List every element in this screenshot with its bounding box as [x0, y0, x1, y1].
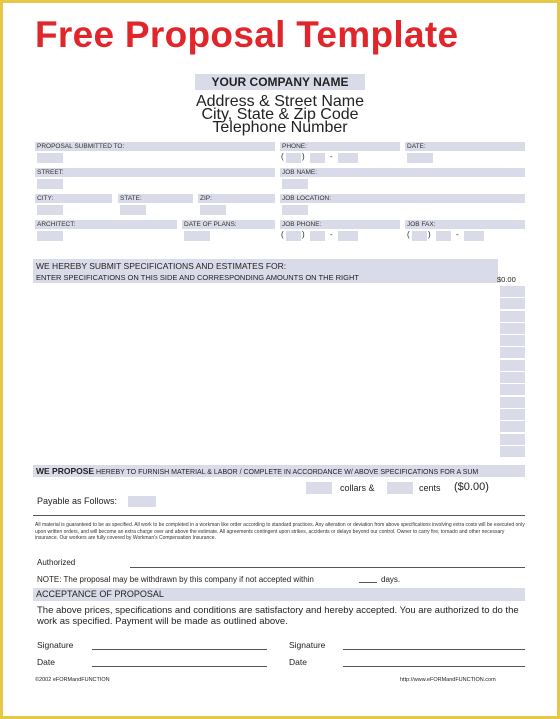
phone-area-code-input[interactable] — [286, 153, 301, 163]
street-header — [35, 168, 275, 177]
job-phone-line-input[interactable] — [338, 231, 358, 241]
authorized-signature-line[interactable] — [130, 567, 525, 568]
phone-line-input[interactable] — [338, 153, 358, 163]
job-fax-line-input[interactable] — [464, 231, 484, 241]
authorized-label: Authorized — [37, 558, 76, 567]
cents-input[interactable] — [387, 482, 413, 494]
job-fax-label: JOB FAX: — [407, 221, 436, 228]
job-phone-dash: - — [330, 230, 333, 239]
phone-dash: - — [330, 152, 333, 161]
street-label: STREET: — [37, 169, 64, 176]
phone-label: PHONE: — [282, 143, 307, 150]
note-days-input[interactable] — [359, 582, 377, 583]
amount-cell[interactable] — [500, 323, 525, 334]
job-fax-area-code-input[interactable] — [412, 231, 427, 241]
amount-cell[interactable] — [500, 397, 525, 408]
specs-subheading: ENTER SPECIFICATIONS ON THIS SIDE AND CORRESPONDING AMOUNTS ON THE RIGHT — [33, 272, 498, 283]
date-label-left: Date — [37, 657, 55, 667]
job-fax-paren-close: ) — [428, 230, 431, 239]
zip-input[interactable] — [200, 205, 226, 215]
we-propose-bold: WE PROPOSE — [36, 466, 95, 476]
job-name-label: JOB NAME: — [282, 169, 318, 176]
acceptance-heading: ACCEPTANCE OF PROPOSAL — [33, 588, 525, 601]
proposal-amount: ($0.00) — [454, 481, 489, 493]
company-address: Address & Street Name — [195, 93, 365, 110]
fine-print: All material is guaranteed to be as specified. All work to be completed in a workman like order according to standard practices. Any alteration or deviation from above specifications involving extra costs will be executed only upon written orders, and will become an extra charge over and above the estimate. All agreements contingent upon strikes, accidents or delays beyond our control. Owner to carry fire, tornado and other necessary insurance. Our workers are fully covered by Workman's Compensation Insurance. — [35, 522, 525, 541]
specs-amount-column — [500, 286, 525, 458]
note-suffix: days. — [381, 575, 401, 584]
phone-paren-open: ( — [281, 152, 284, 161]
job-fax-dash: - — [456, 230, 459, 239]
street-input[interactable] — [37, 179, 63, 189]
date-of-plans-input[interactable] — [184, 231, 210, 241]
specs-total-amount: $0.00 — [497, 275, 516, 284]
job-phone-label: JOB PHONE: — [282, 221, 322, 228]
footer-copyright: ©2002 eFORMandFUNCTION — [35, 677, 110, 683]
phone-prefix-input[interactable] — [310, 153, 325, 163]
zip-label: ZIP: — [200, 195, 212, 202]
date-input[interactable] — [407, 153, 433, 163]
job-phone-area-code-input[interactable] — [286, 231, 301, 241]
amount-cell[interactable] — [500, 409, 525, 420]
amount-cell[interactable] — [500, 360, 525, 371]
acceptance-text: The above prices, specifications and conditions are satisfactory and hereby accepted. You are authorized to do the work as specified. Payment will be made as outlined above. — [37, 605, 519, 627]
company-name: YOUR COMPANY NAME — [195, 74, 365, 90]
date-label: DATE: — [407, 143, 426, 150]
amount-cell[interactable] — [500, 372, 525, 383]
signature-label-right: Signature — [289, 640, 326, 650]
job-location-input[interactable] — [282, 205, 308, 215]
proposal-submitted-to-label: PROPOSAL SUBMITTED TO: — [37, 143, 125, 150]
company-phone: Telephone Number — [212, 119, 348, 136]
date-line-right[interactable] — [343, 666, 525, 667]
signature-line-right[interactable] — [343, 649, 525, 650]
signature-label-left: Signature — [37, 640, 74, 650]
dollars-input[interactable] — [306, 482, 332, 494]
footer-url[interactable]: http://www.eFORMandFUNCTION.com — [400, 677, 496, 683]
we-propose-bar — [33, 465, 525, 477]
job-fax-prefix-input[interactable] — [436, 231, 451, 241]
amount-cell[interactable] — [500, 311, 525, 322]
architect-label: ARCHITECT: — [37, 221, 76, 228]
phone-paren-close: ) — [302, 152, 305, 161]
proposal-submitted-to-input[interactable] — [37, 153, 63, 163]
amount-cell[interactable] — [500, 347, 525, 358]
job-name-input[interactable] — [282, 179, 308, 189]
city-label: CITY: — [37, 195, 54, 202]
note-prefix: NOTE: The proposal may be withdrawn by this company if not accepted within — [37, 575, 314, 584]
amount-cell[interactable] — [500, 298, 525, 309]
specs-heading: WE HEREBY SUBMIT SPECIFICATIONS AND ESTIMATES FOR: — [33, 259, 498, 273]
payable-label: Payable as Follows: — [37, 496, 118, 506]
amount-cell[interactable] — [500, 446, 525, 457]
job-location-label: JOB LOCATION: — [282, 195, 331, 202]
page-title: Free Proposal Template — [35, 14, 459, 55]
city-input[interactable] — [37, 205, 63, 215]
specs-textarea[interactable] — [33, 283, 498, 463]
company-city-line: City, State & Zip Code — [201, 106, 359, 123]
date-label-right: Date — [289, 657, 307, 667]
job-phone-paren-close: ) — [302, 230, 305, 239]
dollars-label: collars & — [340, 483, 375, 493]
architect-input[interactable] — [37, 231, 63, 241]
signature-line-left[interactable] — [92, 649, 267, 650]
divider — [33, 515, 525, 516]
amount-cell[interactable] — [500, 335, 525, 346]
date-line-left[interactable] — [92, 666, 267, 667]
job-fax-paren-open: ( — [407, 230, 410, 239]
cents-label: cents — [419, 483, 441, 493]
job-phone-prefix-input[interactable] — [310, 231, 325, 241]
payable-input[interactable] — [128, 496, 156, 507]
amount-cell[interactable] — [500, 384, 525, 395]
amount-cell[interactable] — [500, 286, 525, 297]
amount-cell[interactable] — [500, 421, 525, 432]
state-input[interactable] — [120, 205, 146, 215]
job-phone-paren-open: ( — [281, 230, 284, 239]
state-label: STATE: — [120, 195, 142, 202]
amount-cell[interactable] — [500, 434, 525, 445]
date-of-plans-label: DATE OF PLANS: — [184, 221, 237, 228]
we-propose-text: HEREBY TO FURNISH MATERIAL & LABOR / COMPLETE IN ACCORDANCE W/ ABOVE SPECIFICATIONS FOR A SUM — [96, 469, 479, 476]
